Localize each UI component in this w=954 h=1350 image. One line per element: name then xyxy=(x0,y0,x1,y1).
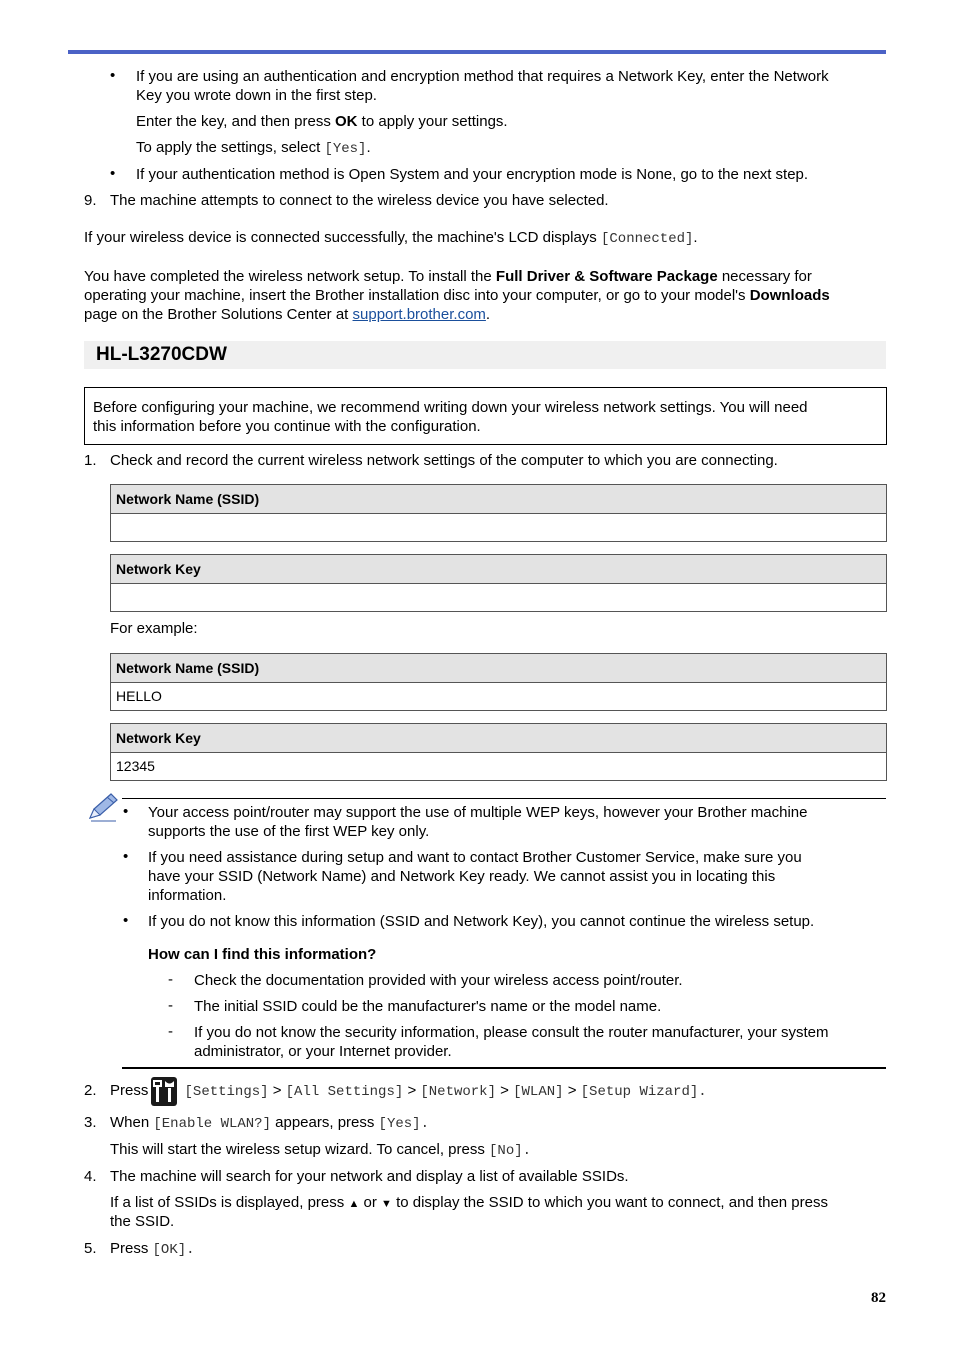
note-text: If you do not know the security information, please consult the router manufacturer, your system xyxy=(194,1024,829,1041)
recommend-text: Before configuring your machine, we recommend writing down your wireless network settings. You will need xyxy=(93,399,808,416)
note-text: supports the use of the first WEP key only. xyxy=(148,823,430,840)
step-number: 3. xyxy=(84,1114,97,1131)
note-text: The initial SSID could be the manufacturer's name or the model name. xyxy=(194,998,662,1015)
note-bottom-rule xyxy=(122,1067,886,1069)
pencil-note-icon xyxy=(86,792,120,822)
note-text: If you need assistance during setup and want to contact Brother Customer Service, make sure you xyxy=(148,849,802,866)
dash-marker: - xyxy=(168,997,173,1014)
note-text: have your SSID (Network Name) and Network Key ready. We cannot assist you in locating this xyxy=(148,868,776,885)
bullet-marker: • xyxy=(123,912,129,929)
step-number: 2. xyxy=(84,1082,97,1099)
table-header: Network Name (SSID) xyxy=(111,485,886,514)
table-header: Network Name (SSID) xyxy=(111,654,886,683)
bullet-marker: • xyxy=(123,803,129,820)
complete-paragraph: operating your machine, insert the Brother installation disc into your computer, or go to your model's Downloads xyxy=(84,287,830,304)
bullet-text: If you are using an authentication and encryption method that requires a Network Key, enter the Network xyxy=(136,68,829,85)
step-text: When [Enable WLAN?] appears, press [Yes]. xyxy=(110,1114,429,1132)
example-table-ssid xyxy=(110,653,887,711)
table-header: Network Key xyxy=(111,724,886,753)
note-text: administrator, or your Internet provider. xyxy=(194,1043,452,1060)
up-arrow-icon: ▲ xyxy=(348,1198,360,1210)
step-number: 5. xyxy=(84,1240,97,1257)
step-text: Press [Settings] > [All Settings] > [Network] > [WLAN] > [Setup Wizard]. xyxy=(110,1076,707,1107)
page-number: 82 xyxy=(871,1290,886,1306)
step-text: the SSID. xyxy=(110,1213,175,1230)
step-number: 1. xyxy=(84,452,97,469)
step-text: The machine will search for your network and display a list of available SSIDs. xyxy=(110,1168,629,1185)
success-paragraph: If your wireless device is connected successfully, the machine's LCD displays [Connected]. xyxy=(84,229,698,247)
note-top-rule xyxy=(122,798,886,799)
instruction-text: To apply the settings, select [Yes]. xyxy=(136,139,371,157)
header-rule xyxy=(68,50,886,54)
settings-tools-icon xyxy=(151,1077,177,1106)
support-link[interactable]: support.brother.com xyxy=(352,306,486,323)
section-title: HL-L3270CDW xyxy=(96,344,227,365)
note-text: information. xyxy=(148,887,227,904)
note-text: Check the documentation provided with your wireless access point/router. xyxy=(194,972,683,989)
for-example-label: For example: xyxy=(110,620,198,637)
instruction-text: Enter the key, and then press OK to apply your settings. xyxy=(136,113,508,130)
dash-marker: - xyxy=(168,1023,173,1040)
step-text: Check and record the current wireless network settings of the computer to which you are connecting. xyxy=(110,452,778,469)
section-heading xyxy=(84,341,886,369)
table-cell xyxy=(111,514,886,541)
dash-marker: - xyxy=(168,971,173,988)
complete-paragraph: page on the Brother Solutions Center at support.brother.com. xyxy=(84,306,491,323)
step-text: The machine attempts to connect to the wireless device you have selected. xyxy=(110,192,609,209)
step-number: 4. xyxy=(84,1168,97,1185)
down-arrow-icon: ▼ xyxy=(381,1198,392,1210)
table-cell: 12345 xyxy=(116,758,155,774)
table-header: Network Key xyxy=(111,555,886,584)
note-text: Your access point/router may support the use of multiple WEP keys, however your Brother machine xyxy=(148,804,808,821)
step-text: If a list of SSIDs is displayed, press ▲ or ▼ to display the SSID to which you want to connect, and then press xyxy=(110,1194,828,1211)
bullet-text: If your authentication method is Open System and your encryption mode is None, go to the next step. xyxy=(136,166,809,183)
table-cell: HELLO xyxy=(116,688,162,704)
step-number: 9. xyxy=(84,192,97,209)
note-subheading: How can I find this information? xyxy=(148,946,377,963)
step-text: This will start the wireless setup wizard. To cancel, press [No]. xyxy=(110,1141,532,1159)
example-table-key xyxy=(110,723,887,781)
bullet-text: Key you wrote down in the first step. xyxy=(136,87,377,104)
table-cell xyxy=(111,584,886,611)
recommend-text: this information before you continue with the configuration. xyxy=(93,418,481,435)
step-text: Press [OK]. xyxy=(110,1240,195,1258)
bullet-marker: • xyxy=(110,67,116,84)
bullet-marker: • xyxy=(123,848,129,865)
note-text: If you do not know this information (SSID and Network Key), you cannot continue the wireless setup. xyxy=(148,913,815,930)
settings-table-ssid xyxy=(110,484,887,542)
complete-paragraph: You have completed the wireless network setup. To install the Full Driver & Software Package necessary for xyxy=(84,268,812,285)
recommend-box xyxy=(84,387,887,445)
bullet-marker: • xyxy=(110,165,116,182)
settings-table-key xyxy=(110,554,887,612)
